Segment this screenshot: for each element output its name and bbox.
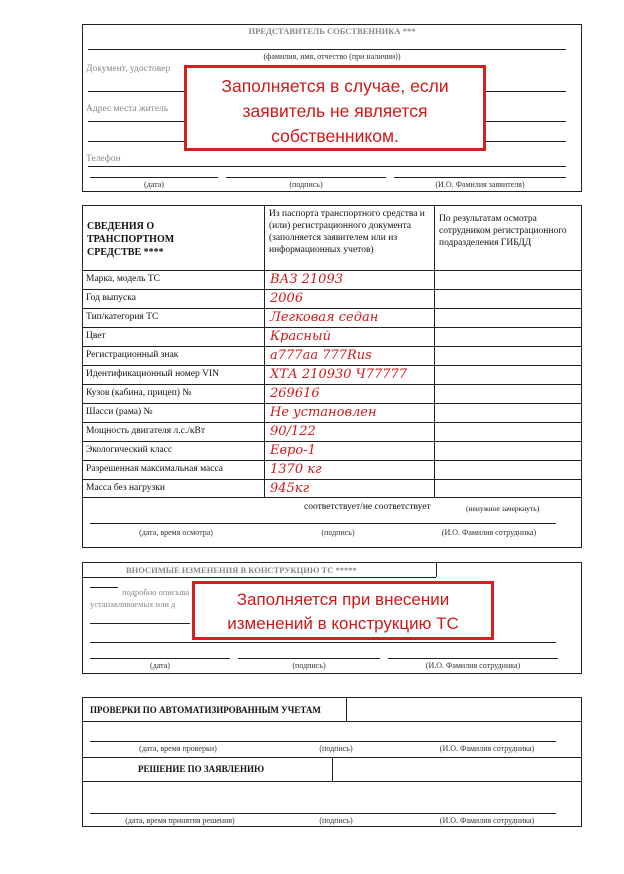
owner-date-caption: (дата) xyxy=(144,180,164,189)
row-value-body: 269616 xyxy=(270,386,320,401)
row-label-eco-class: Экологический класс xyxy=(86,445,173,455)
changes-text-1: подробно описыва xyxy=(122,587,190,597)
row-value-power: 90/122 xyxy=(270,424,316,439)
row-value-curb-mass: 945кг xyxy=(270,481,310,496)
owner-rep-callout-text: Заполняется в случае, если заявитель не является собственником. xyxy=(221,76,449,146)
conform-note: (ненужное зачеркнуть) xyxy=(466,504,540,513)
phone-label: Телефон xyxy=(86,154,121,164)
checks-officer-caption: (И.О. Фамилия сотрудника) xyxy=(439,744,535,753)
changes-signature-caption: (подпись) xyxy=(292,661,326,670)
fio-line xyxy=(88,49,566,50)
vehicle-header-col2: Из паспорта транспортного средства и (или) регистрационного документа (заполняется заявителем или из информационных учетов) xyxy=(269,209,425,255)
vehicle-header-col3: По результатам осмотра сотрудником регистрационного подразделения ГИБДД xyxy=(439,214,567,248)
row-label-color: Цвет xyxy=(86,331,106,341)
decision-title: РЕШЕНИЕ ПО ЗАЯВЛЕНИЮ xyxy=(138,764,265,774)
row-value-plate: а777аа 777Rus xyxy=(270,348,372,363)
row-label-type: Тип/категория ТС xyxy=(86,312,159,322)
row-label-max-mass: Разрешенная максимальная масса xyxy=(86,464,224,474)
document-label: Документ, удостовер xyxy=(86,64,171,74)
row-value-chassis: Не установлен xyxy=(270,405,377,420)
row-label-body: Кузов (кабина, прицеп) № xyxy=(86,388,192,398)
row-value-year: 2006 xyxy=(270,291,304,306)
conform-text: соответствует/не соответствует xyxy=(304,502,431,512)
changes-callout xyxy=(192,581,494,640)
changes-text-2: устанавливаемых или д xyxy=(90,599,176,609)
owner-rep-callout xyxy=(184,65,486,151)
inspect-officer-caption: (И.О. Фамилия сотрудника) xyxy=(441,528,537,537)
row-label-chassis: Шасси (рама) № xyxy=(86,407,153,417)
row-value-vin: ХТА 210930 Ч77777 xyxy=(270,367,408,382)
vehicle-header-col1: СВЕДЕНИЯ О ТРАНСПОРТНОМ СРЕДСТВЕ **** xyxy=(87,221,175,258)
row-label-curb-mass: Масса без нагрузки xyxy=(86,483,165,493)
decision-date-caption: (дата, время принятия решения) xyxy=(125,816,235,825)
owner-signature-caption: (подпись) xyxy=(289,180,323,189)
owner-rep-title: ПРЕДСТАВИТЕЛЬ СОБСТВЕННИКА *** xyxy=(248,26,416,36)
decision-signature-caption: (подпись) xyxy=(319,816,353,825)
changes-callout-text: Заполняется при внесении изменений в конструкцию ТС xyxy=(227,590,459,633)
decision-officer-caption: (И.О. Фамилия сотрудника) xyxy=(439,816,535,825)
row-label-year: Год выпуска xyxy=(86,293,136,303)
changes-date-caption: (дата) xyxy=(150,661,170,670)
checks-title: ПРОВЕРКИ ПО АВТОМАТИЗИРОВАННЫМ УЧЕТАМ xyxy=(90,705,321,715)
row-label-make-model: Марка, модель ТС xyxy=(86,274,160,284)
fio-caption: (фамилия, имя, отчество (при наличии)) xyxy=(263,52,401,61)
row-label-plate: Регистрационный знак xyxy=(86,350,179,360)
row-value-eco-class: Евро-1 xyxy=(270,443,316,458)
inspect-signature-caption: (подпись) xyxy=(321,528,355,537)
inspect-date-caption: (дата, время осмотра) xyxy=(139,528,213,537)
row-label-power: Мощность двигателя л.с./кВт xyxy=(86,426,205,436)
changes-title: ВНОСИМЫЕ ИЗМЕНЕНИЯ В КОНСТРУКЦИЮ ТС ***** xyxy=(126,565,357,575)
row-value-max-mass: 1370 кг xyxy=(270,462,322,477)
owner-name-caption: (И.О. Фамилия заявителя) xyxy=(435,180,525,189)
changes-officer-caption: (И.О. Фамилия сотрудника) xyxy=(425,661,521,670)
checks-date-caption: (дата, время проверки) xyxy=(139,744,217,753)
row-value-make-model: ВАЗ 21093 xyxy=(270,272,343,287)
address-label: Адрес места житель xyxy=(86,104,169,114)
row-value-type: Легковая седан xyxy=(270,310,379,325)
row-value-color: Красный xyxy=(270,329,331,344)
row-label-vin: Идентификационный номер VIN xyxy=(86,369,219,379)
checks-signature-caption: (подпись) xyxy=(319,744,353,753)
